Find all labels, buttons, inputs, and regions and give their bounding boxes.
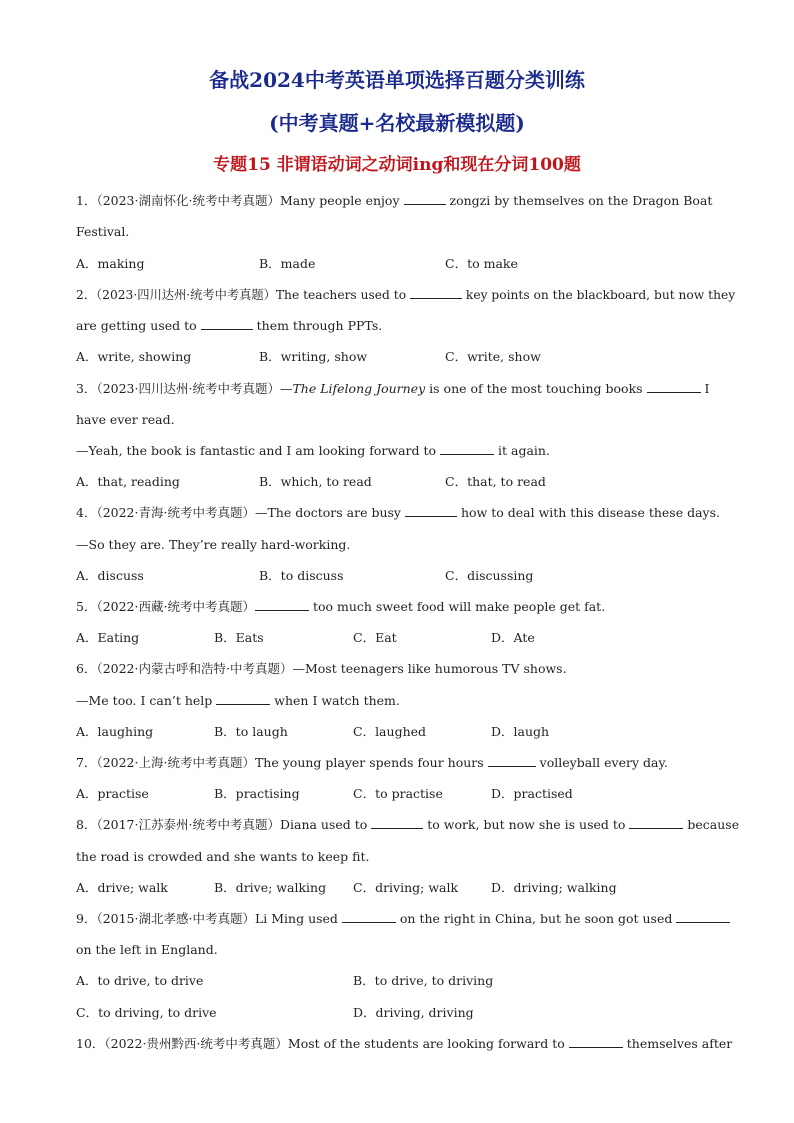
topic-heading: 专题15 非谓语动词之动词ing和现在分词100题 xyxy=(213,155,581,175)
question-6 xyxy=(76,661,567,677)
answer-blank xyxy=(647,381,701,393)
question-source: （2022·西藏·统考中考真题） xyxy=(96,599,255,614)
question-text: —The doctors are busy xyxy=(254,505,401,520)
question-text: because xyxy=(687,817,740,832)
question-text: volleyball every day. xyxy=(539,755,668,770)
option-c: C．to make xyxy=(445,256,518,271)
option-c: C．that, to read xyxy=(445,474,546,489)
option-a: A．making xyxy=(76,256,145,271)
answer-blank xyxy=(410,287,462,299)
question-3 xyxy=(76,381,710,397)
option-d: D．driving; walking xyxy=(491,880,617,895)
question-text: how to deal with this disease these days. xyxy=(460,505,720,520)
answer-blank xyxy=(255,599,309,611)
option-c: C．driving; walk xyxy=(353,880,459,895)
question-2 xyxy=(76,287,735,303)
question-text-cont xyxy=(76,693,400,709)
question-number: 3． xyxy=(76,381,97,396)
question-text: — xyxy=(279,381,293,396)
question-number: 7． xyxy=(76,755,97,770)
question-text: when I watch them. xyxy=(274,693,400,708)
question-5 xyxy=(76,599,605,615)
answer-blank xyxy=(216,693,270,705)
option-a: A．discuss xyxy=(76,568,144,583)
answer-blank xyxy=(405,505,457,517)
question-number: 8． xyxy=(76,817,97,832)
question-text: Most of the students are looking forward to xyxy=(287,1036,565,1051)
option-b: B．practising xyxy=(214,786,300,801)
answer-blank xyxy=(201,318,253,330)
question-text: is one of the most touching books xyxy=(429,381,643,396)
question-text: —Me too. I can’t help xyxy=(76,693,213,708)
option-d: D．practised xyxy=(491,786,573,801)
answer-blank xyxy=(569,1036,623,1048)
question-number: 9． xyxy=(76,911,97,926)
question-1 xyxy=(76,193,712,209)
question-number: 10． xyxy=(76,1036,105,1051)
question-source: （2023·湖南怀化·统考中考真题） xyxy=(96,193,280,208)
option-b: B．Eats xyxy=(214,630,264,645)
question-text: —Most teenagers like humorous TV shows. xyxy=(292,661,567,676)
question-text: —Yeah, the book is fantastic and I am looking forward to xyxy=(76,443,437,458)
question-text: Li Ming used xyxy=(254,911,338,926)
option-d: D．Ate xyxy=(491,630,535,645)
question-10 xyxy=(76,1036,732,1052)
option-d: D．driving, driving xyxy=(353,1005,474,1020)
option-b: B．writing, show xyxy=(259,349,368,364)
question-text-cont: —So they are. They’re really hard-working. xyxy=(76,537,351,552)
question-number: 4． xyxy=(76,505,97,520)
question-source: （2022·青海·统考中考真题） xyxy=(96,505,255,520)
answer-blank xyxy=(342,911,396,923)
option-a: A．that, reading xyxy=(76,474,180,489)
question-text: on the right in China, but he soon got used xyxy=(399,911,673,926)
option-b: B．to drive, to driving xyxy=(353,973,494,988)
page-title: 备战2024中考英语单项选择百题分类训练 xyxy=(209,68,585,92)
question-text: to work, but now she is used to xyxy=(427,817,626,832)
question-text-cont: the road is crowded and she wants to keep fit. xyxy=(76,849,370,864)
option-b: B．which, to read xyxy=(259,474,372,489)
question-text-cont: have ever read. xyxy=(76,412,175,427)
option-a: A．to drive, to drive xyxy=(76,973,204,988)
question-text: themselves after xyxy=(626,1036,733,1051)
question-source: （2017·江苏泰州·统考中考真题） xyxy=(96,817,280,832)
question-8 xyxy=(76,817,739,833)
question-text-cont: on the left in England. xyxy=(76,942,218,957)
question-text: it again. xyxy=(498,443,550,458)
option-c: C．to driving, to drive xyxy=(76,1005,217,1020)
option-a: A．drive; walk xyxy=(76,880,168,895)
answer-blank xyxy=(488,755,536,767)
question-text-cont xyxy=(76,318,382,334)
option-a: A．practise xyxy=(76,786,149,801)
question-number: 2． xyxy=(76,288,97,302)
question-text: are getting used to xyxy=(76,318,197,333)
question-text: too much sweet food will make people get fat. xyxy=(312,599,606,614)
question-number: 5． xyxy=(76,599,97,614)
question-text: them through PPTs. xyxy=(256,318,383,333)
answer-blank xyxy=(440,443,494,455)
option-b: B．to laugh xyxy=(214,724,288,739)
question-text: The teachers used to xyxy=(275,288,407,302)
option-c: C．discussing xyxy=(445,568,534,583)
question-source: （2022·贵州黔西·统考中考真题） xyxy=(104,1036,288,1051)
question-text: The young player spends four hours xyxy=(254,755,484,770)
question-text: key points on the blackboard, but now they xyxy=(465,288,736,302)
option-c: C．to practise xyxy=(353,786,443,801)
option-d: D．laugh xyxy=(491,724,550,739)
question-number: 6． xyxy=(76,661,97,676)
question-text: I xyxy=(704,381,710,396)
question-text: Diana used to xyxy=(279,817,368,832)
question-source: （2022·内蒙古呼和浩特·中考真题） xyxy=(96,661,293,676)
question-source: （2015·湖北孝感·中考真题） xyxy=(96,911,255,926)
option-b: B．made xyxy=(259,256,316,271)
option-c: C．Eat xyxy=(353,630,397,645)
option-a: A．Eating xyxy=(76,630,140,645)
option-a: A．write, showing xyxy=(76,349,192,364)
answer-blank xyxy=(371,817,423,829)
answer-blank xyxy=(676,911,730,923)
question-9 xyxy=(76,911,730,927)
option-c: C．laughed xyxy=(353,724,427,739)
question-number: 1． xyxy=(76,193,97,208)
answer-blank xyxy=(629,817,683,829)
option-b: B．to discuss xyxy=(259,568,344,583)
question-source: （2023·四川达州·统考中考真题） xyxy=(96,288,276,302)
question-source: （2023·四川达州·统考中考真题） xyxy=(96,381,280,396)
question-7 xyxy=(76,755,668,771)
question-4 xyxy=(76,505,720,521)
question-text: Many people enjoy xyxy=(279,193,400,208)
question-source: （2022·上海·统考中考真题） xyxy=(96,755,255,770)
question-text: zongzi by themselves on the Dragon Boat xyxy=(449,193,713,208)
book-title: The Lifelong Journey xyxy=(292,381,426,396)
question-text-cont: Festival. xyxy=(76,224,130,239)
answer-blank xyxy=(404,193,446,205)
page-subtitle: (中考真题+名校最新模拟题) xyxy=(269,111,525,135)
option-b: B．drive; walking xyxy=(214,880,327,895)
option-c: C．write, show xyxy=(445,349,541,364)
question-text-cont xyxy=(76,443,550,459)
option-a: A．laughing xyxy=(76,724,154,739)
